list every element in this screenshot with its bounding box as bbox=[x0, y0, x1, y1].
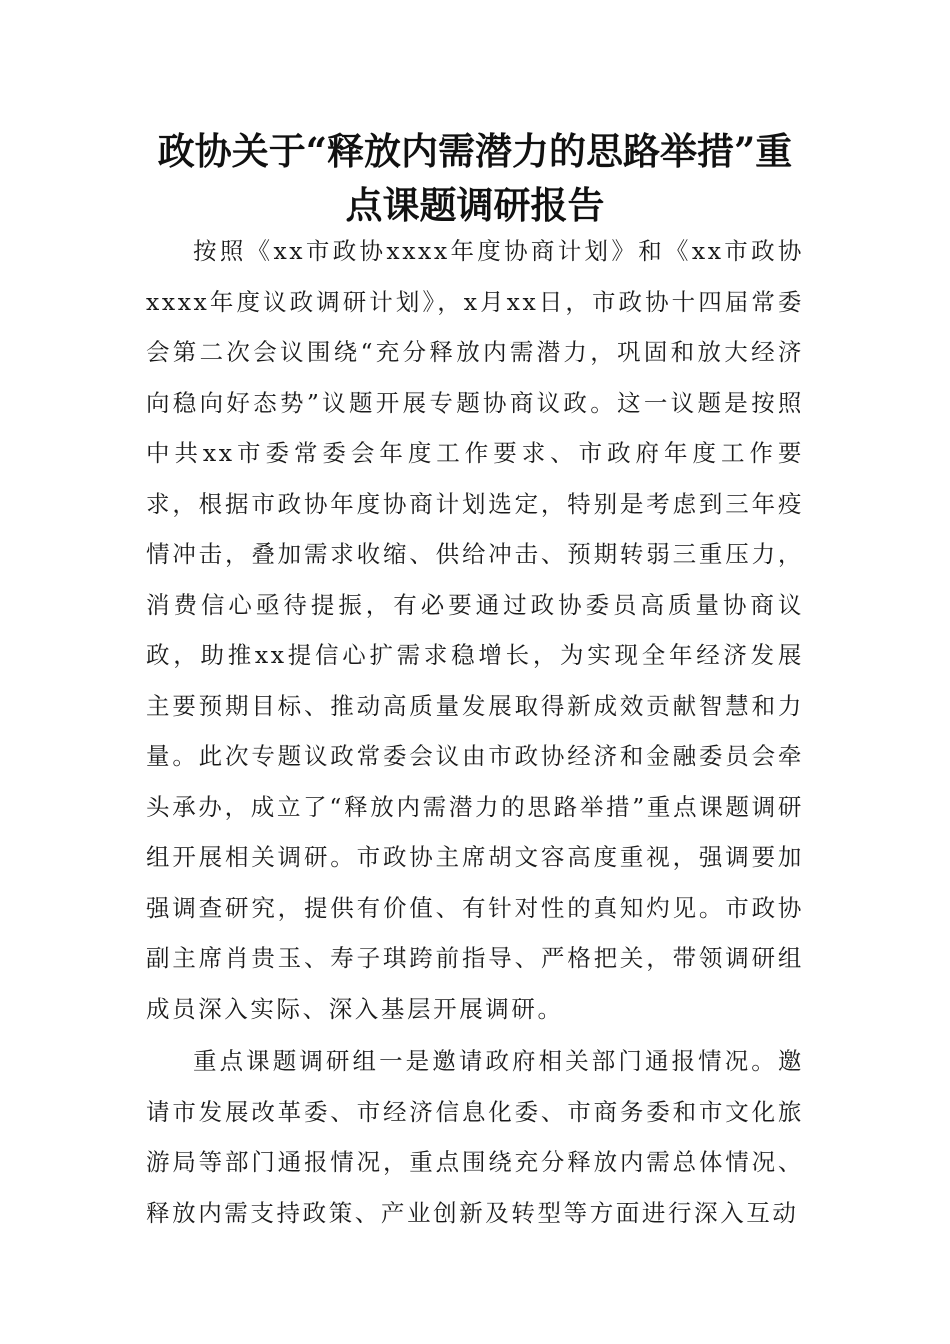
title-line-2: 点课题调研报告 bbox=[345, 183, 605, 227]
paragraph-research-group: 重点课题调研组一是邀请政府相关部门通报情况。邀请市发展改革委、市经济信息化委、市商务委和市文化旅游局等部门通报情况，重点围绕充分释放内需总体情况、释放内需支持政策、产业创新及转型等方面进行深入互动 bbox=[146, 1047, 804, 1227]
document-title bbox=[140, 124, 810, 232]
document-body bbox=[146, 226, 804, 1238]
paragraph-intro: 按照《xx市政协xxxx年度协商计划》和《xx市政协xxxx年度议政调研计划》，x月xx日，市政协十四届常委会第二次会议围绕“充分释放内需潜力，巩固和放大经济向稳向好态势”议题开展专题协商议政。这一议题是按照中共xx市委常委会年度工作要求、市政府年度工作要求，根据市政协年度协商计划选定，特别是考虑到三年疫情冲击，叠加需求收缩、供给冲击、预期转弱三重压力，消费信心亟待提振，有必要通过政协委员高质量协商议政，助推xx提信心扩需求稳增长，为实现全年经济发展主要预期目标、推动高质量发展取得新成效贡献智慧和力量。此次专题议政常委会议由市政协经济和金融委员会牵头承办，成立了“释放内需潜力的思路举措”重点课题调研组开展相关调研。市政协主席胡文容高度重视，强调要加强调查研究，提供有价值、有针对性的真知灼见。市政协副主席肖贵玉、寿子琪跨前指导、严格把关，带领调研组成员深入实际、深入基层开展调研。 bbox=[146, 237, 804, 1023]
title-line-1: 政协关于“释放内需潜力的思路举措”重 bbox=[157, 129, 793, 173]
